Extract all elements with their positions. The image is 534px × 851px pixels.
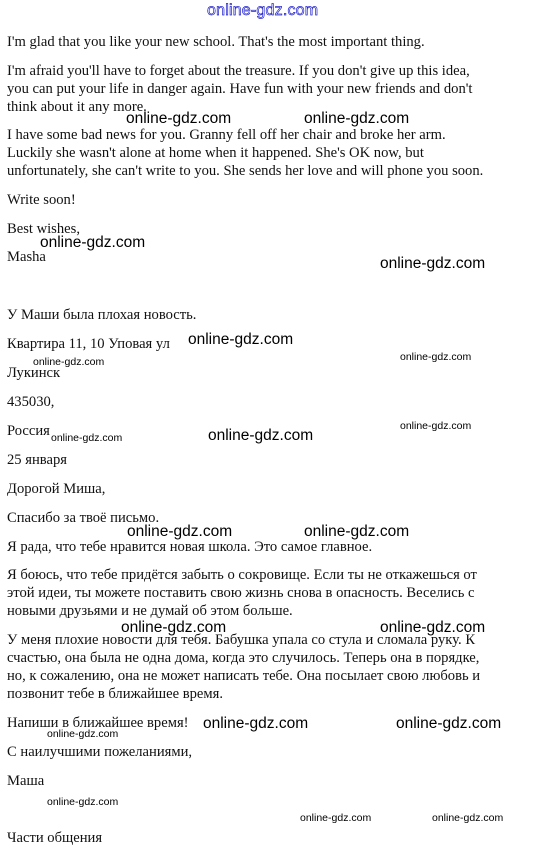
text-line: unfortunately, she can't write to you. She sends her love and will phone you soon. [7,163,484,179]
watermark: online-gdz.com [300,812,372,824]
watermark: online-gdz.com [396,715,502,732]
text-line: С наилучшими пожеланиями, [7,744,193,760]
watermark: online-gdz.com [126,110,232,127]
watermark: online-gdz.com [47,796,119,808]
text-line: этой идеи, ты можете поставить свою жизнь снова в опасность. Веселись с [7,585,475,601]
text-line: Части общения [7,830,103,846]
watermark: online-gdz.com [380,255,486,272]
header-watermark: online-gdz.com [207,2,319,19]
watermark: online-gdz.com [188,331,294,348]
text-line: позвонит тебе в ближайшее время. [7,686,223,702]
watermark: online-gdz.com [400,351,472,363]
text-line: Россия [7,423,50,439]
text-line: счастью, она была не одна дома, когда это случилось. Теперь она в порядке, [7,650,480,666]
watermark: online-gdz.com [40,234,146,251]
watermark: online-gdz.com [208,427,314,444]
text-line: I'm afraid you'll have to forget about the treasure. If you don't give up this idea, [7,63,470,79]
watermark: online-gdz.com [400,420,472,432]
text-line: У Маши была плохая новость. [7,307,197,323]
text-line: Я рада, что тебе нравится новая школа. Это самое главное. [7,539,373,555]
watermark: online-gdz.com [47,728,119,740]
text-line: новыми друзьями и не думай об этом больше. [7,603,293,619]
watermark: online-gdz.com [304,110,410,127]
text-line: you can put your life in danger again. Have fun with your new friends and don't [7,81,473,97]
text-line: но, к сожалению, она не может написать тебе. Она посылает свою любовь и [7,668,481,684]
text-line: I have some bad news for you. Granny fell off her chair and broke her arm. [7,127,446,143]
text-line: Квартира 11, 10 Уповая ул [7,336,170,352]
watermark: online-gdz.com [51,432,123,444]
text-line: Я боюсь, что тебе придётся забыть о сокровище. Если ты не откажешься от [7,567,477,583]
watermark: online-gdz.com [33,356,105,368]
text-line: think about it any more. [7,99,147,115]
text-line: 435030, [7,394,55,410]
text-line: Masha [7,249,46,265]
text-line: Напиши в ближайшее время! [7,715,189,731]
watermark: online-gdz.com [380,619,486,636]
text-line: У меня плохие новости для тебя. Бабушка упала со стула и сломала руку. К [7,632,476,648]
text-line: Luckily she wasn't alone at home when it happened. She's OK now, but [7,145,424,161]
watermark: online-gdz.com [304,523,410,540]
watermark: online-gdz.com [127,523,233,540]
text-line: Лукинск [7,365,61,381]
watermark: online-gdz.com [203,715,309,732]
text-line: Best wishes, [7,221,80,237]
text-line: Дорогой Миша, [7,481,106,497]
text-line: Спасибо за твоё письмо. [7,510,160,526]
text-line: Маша [7,773,45,789]
text-line: I'm glad that you like your new school. That's the most important thing. [7,34,425,50]
text-line: Write soon! [7,192,76,208]
watermark: online-gdz.com [432,812,504,824]
watermark: online-gdz.com [121,619,227,636]
text-line: 25 января [7,452,67,468]
